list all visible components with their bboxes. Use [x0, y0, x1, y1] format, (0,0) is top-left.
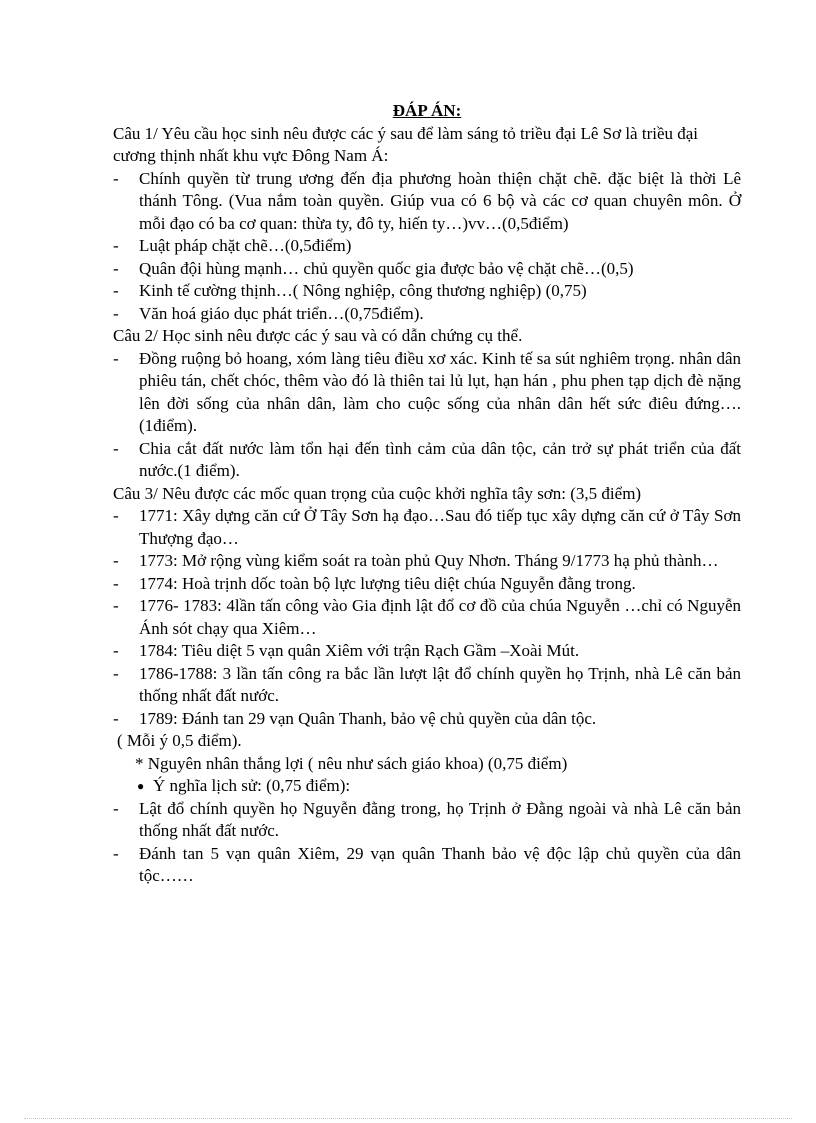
meaning-heading: ● Ý nghĩa lịch sử: (0,75 điểm):: [113, 775, 741, 798]
list-item: - Lật đổ chính quyền họ Nguyễn đằng trong, họ Trịnh ở Đằng ngoài và nhà Lê căn bản thống nhất đất nước.: [113, 798, 741, 843]
question-1: [113, 123, 741, 326]
list-item: - Văn hoá giáo dục phát triển…(0,75điểm).: [113, 303, 741, 326]
bullet-icon: ●: [137, 779, 145, 793]
question-3: [113, 483, 741, 888]
answer-key: [113, 100, 741, 888]
list-item: - 1771: Xây dựng căn cứ Ở Tây Sơn hạ đạo…Sau đó tiếp tục xây dựng căn cứ ở Tây Sơn Thượng đạo…: [113, 505, 741, 550]
dash-marker: -: [113, 303, 119, 323]
dash-marker: -: [113, 506, 119, 525]
question-1-intro: Câu 1/ Yêu cầu học sinh nêu được các ý sau để làm sáng tỏ triều đại Lê Sơ là triều đại cương thịnh nhất khu vực Đông Nam Á:: [113, 123, 699, 165]
reason-note: * Nguyên nhân thắng lợi ( nêu như sách giáo khoa) (0,75 điểm): [135, 753, 568, 773]
dash-marker: -: [113, 708, 119, 728]
page-bottom-divider: [24, 1118, 792, 1119]
dash-marker: -: [113, 281, 119, 300]
dash-marker: -: [113, 258, 119, 278]
list-item: - 1773: Mở rộng vùng kiểm soát ra toàn phủ Quy Nhơn. Tháng 9/1773 hạ phủ thành…: [113, 550, 741, 573]
list-item: - 1786-1788: 3 lần tấn công ra bắc lần lượt lật đổ chính quyền họ Trịnh, nhà Lê căn bản thống nhất đất nước.: [113, 663, 741, 708]
list-item: - Đánh tan 5 vạn quân Xiêm, 29 vạn quân Thanh bảo vệ độc lập chủ quyền của dân tộc……: [113, 843, 741, 888]
dash-marker: -: [113, 438, 119, 458]
list-item: - 1789: Đánh tan 29 vạn Quân Thanh, bảo vệ chủ quyền của dân tộc.: [113, 708, 741, 731]
dash-marker: -: [113, 573, 119, 593]
list-item: - 1776- 1783: 4lần tấn công vào Gia định lật đổ cơ đồ của chúa Nguyễn …chỉ có Nguyễn Ánh sót chạy qua Xiêm…: [113, 595, 741, 640]
question-2-intro: Câu 2/ Học sinh nêu được các ý sau và có dẫn chứng cụ thể.: [113, 326, 523, 345]
dash-marker: -: [113, 596, 119, 615]
list-item: - Đồng ruộng bỏ hoang, xóm làng tiêu điều xơ xác. Kinh tế sa sút nghiêm trọng. nhân dân phiêu tán, chết chóc, thêm vào đó là thiên tai lủ lụt, hạn hán , phu phen tạp dịch đè nặng lên đời sống của nhân dân, làm cho cuộc sống của nhân dân hết sức điêu đứng….(1điểm).: [113, 348, 741, 438]
dash-marker: -: [113, 168, 119, 188]
dash-marker: -: [113, 236, 119, 255]
question-2: [113, 325, 741, 483]
list-item: - Quân đội hùng mạnh… chủ quyền quốc gia được bảo vệ chặt chẽ…(0,5): [113, 258, 741, 281]
score-note: ( Mỗi ý 0,5 điểm).: [117, 731, 242, 750]
list-item: - Kinh tế cường thịnh…( Nông nghiệp, công thương nghiệp) (0,75): [113, 280, 741, 303]
list-item: - 1774: Hoà trịnh dốc toàn bộ lực lượng tiêu diệt chúa Nguyễn đằng trong.: [113, 573, 741, 596]
dash-marker: -: [113, 843, 119, 863]
dash-marker: -: [113, 348, 119, 368]
page-title: ĐÁP ÁN:: [392, 101, 462, 120]
list-item: - 1784: Tiêu diệt 5 vạn quân Xiêm với trận Rạch Gầm –Xoài Mút.: [113, 640, 741, 663]
dash-marker: -: [113, 551, 119, 570]
dash-marker: -: [113, 663, 119, 683]
dash-marker: -: [113, 798, 119, 818]
list-item: - Luật pháp chặt chẽ…(0,5điểm): [113, 235, 741, 258]
list-item: - Chính quyền từ trung ương đến địa phương hoàn thiện chặt chẽ. đặc biệt là thời Lê thánh Tông. (Vua nắm toàn quyền. Giúp vua có 6 bộ và các cơ quan chuyên môn. Ở mỗi đạo có ba cơ quan: thừa ty, đô ty, hiến ty…)vv…(0,5điểm): [113, 168, 741, 236]
list-item: - Chia cắt đất nước làm tổn hại đến tình cảm của dân tộc, cản trở sự phát triển của đất nước.(1 điểm).: [113, 438, 741, 483]
question-3-intro: Câu 3/ Nêu được các mốc quan trọng của cuộc khởi nghĩa tây sơn: (3,5 điểm): [113, 483, 642, 503]
dash-marker: -: [113, 641, 119, 660]
